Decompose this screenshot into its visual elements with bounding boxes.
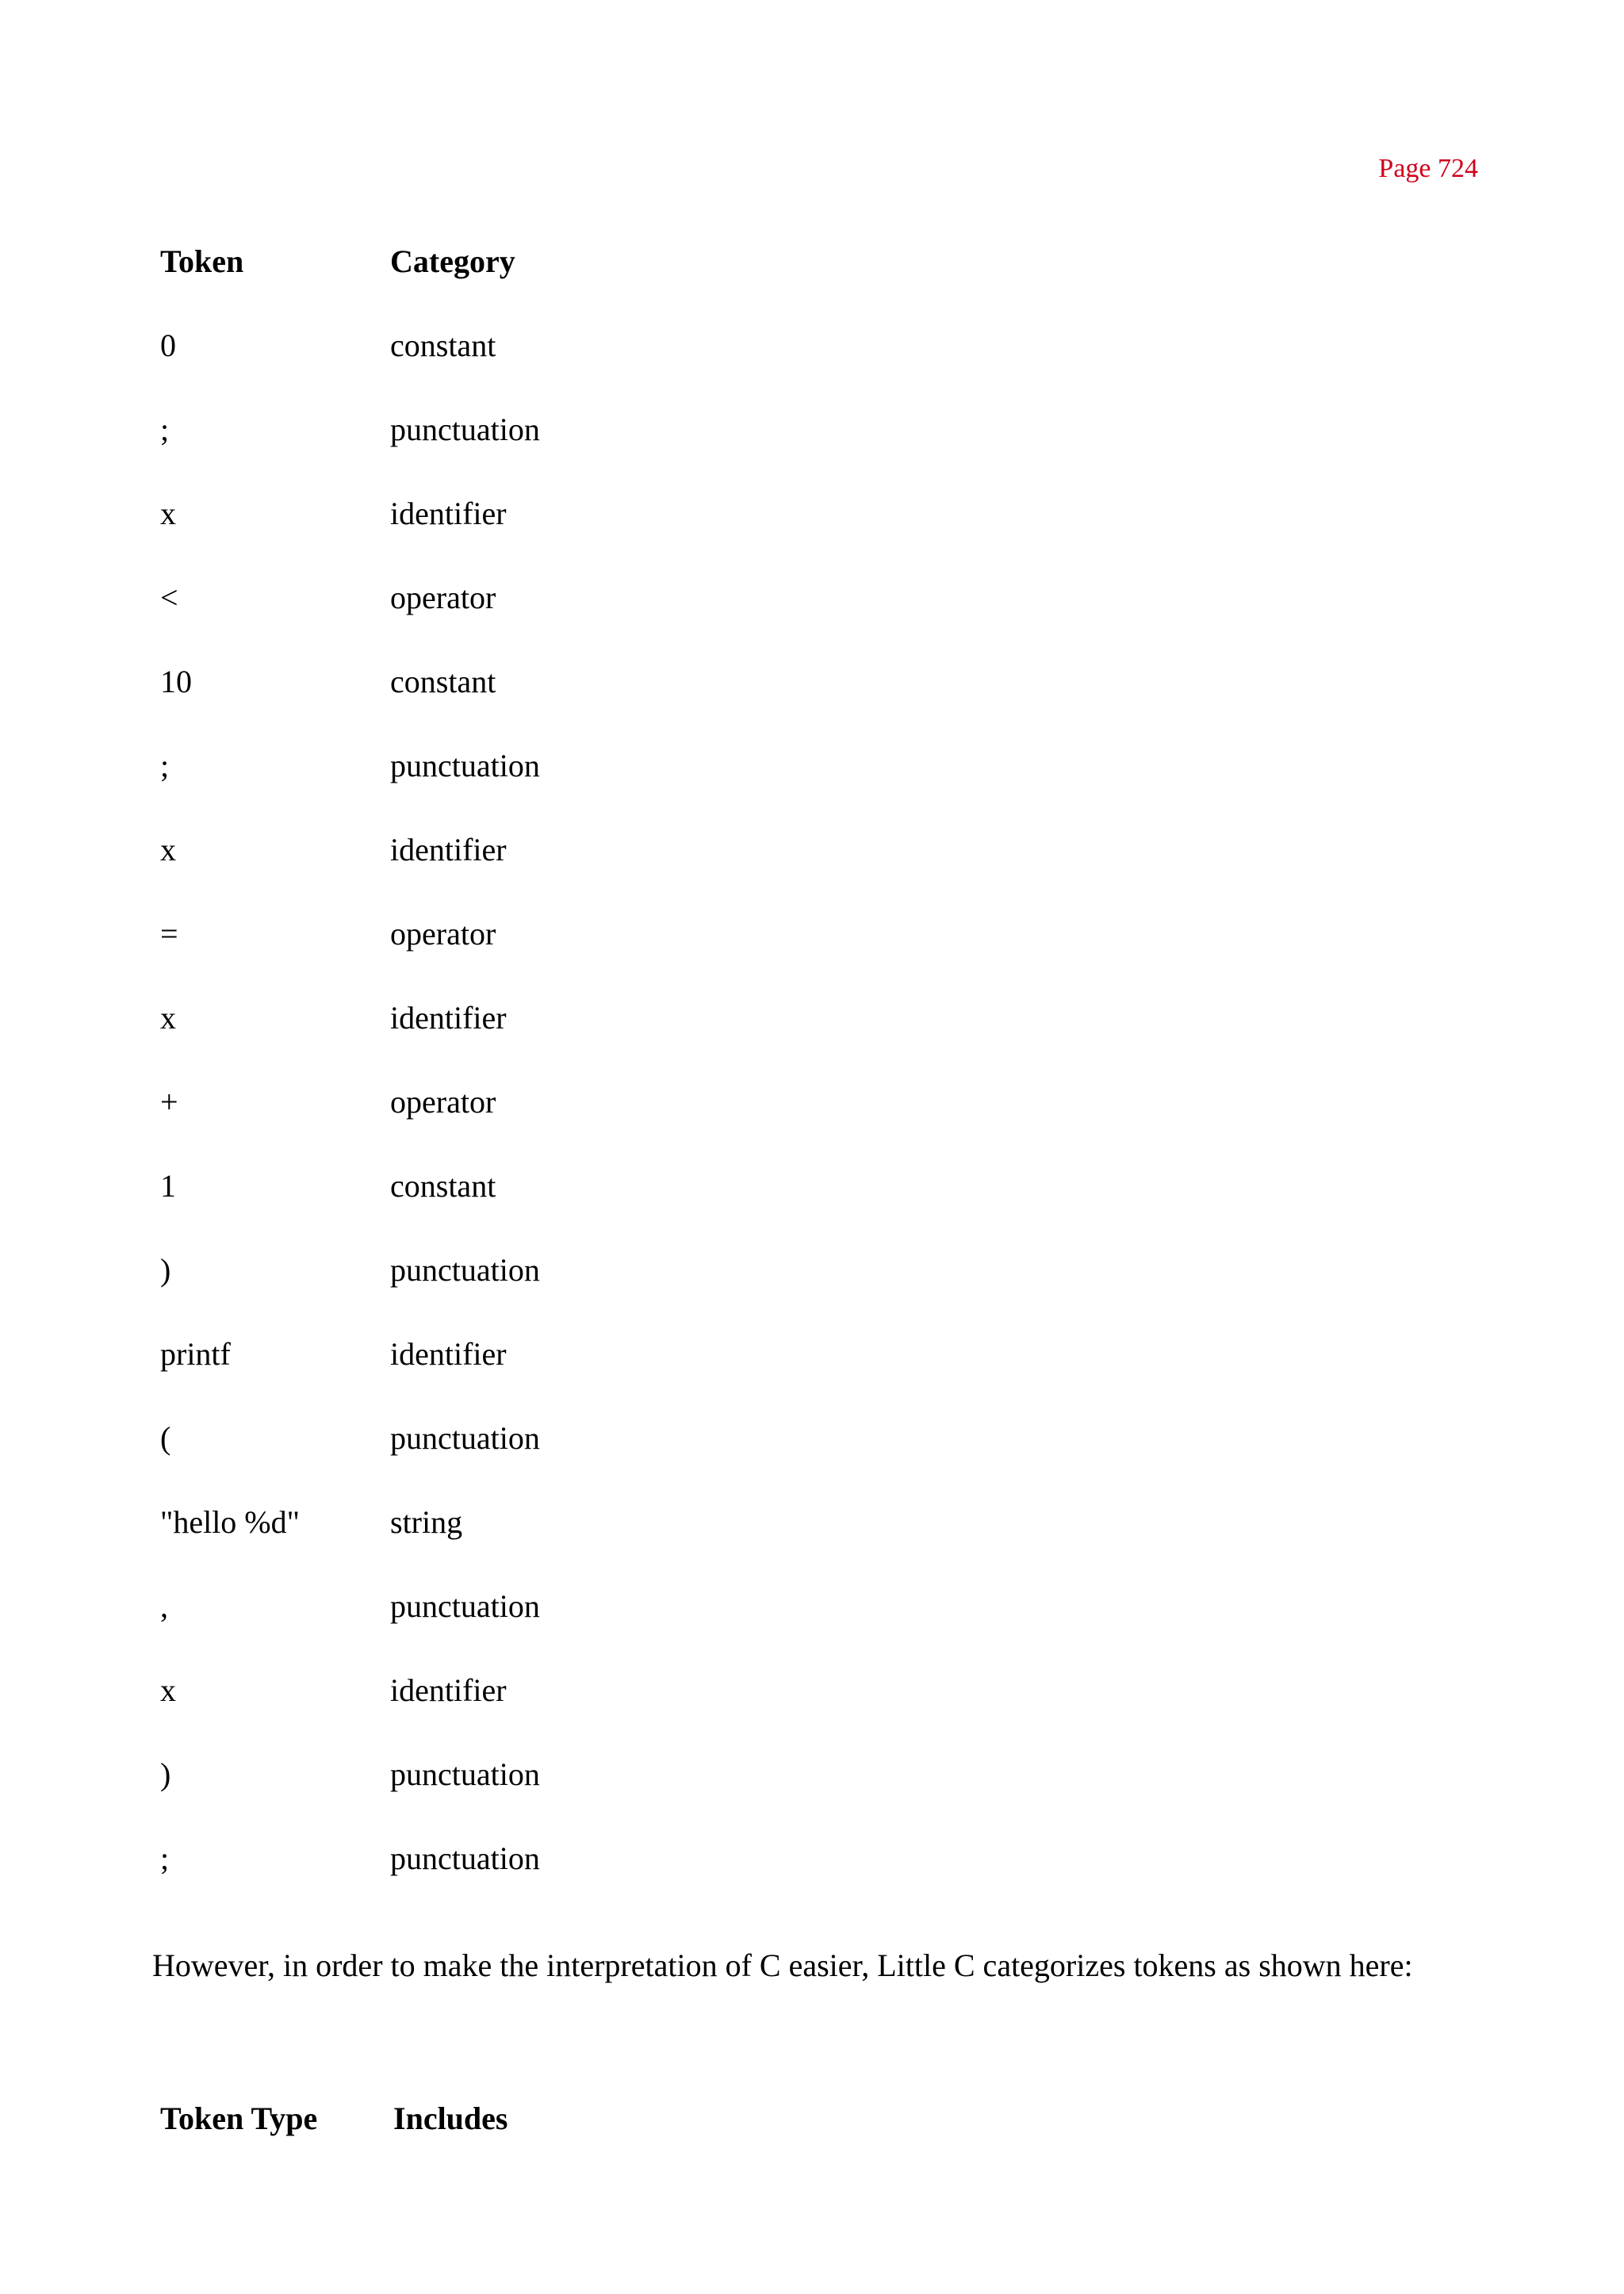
- body-paragraph: However, in order to make the interpretation of C easier, Little C categorizes tokens as shown here:: [152, 1947, 1413, 1983]
- category-cell: punctuation: [390, 1756, 540, 1792]
- header-token-type: Token Type: [160, 2101, 318, 2136]
- token-cell: ;: [160, 748, 170, 783]
- table-row: [160, 1840, 874, 1927]
- token-type-table: [160, 2103, 874, 2135]
- token-cell: =: [160, 916, 178, 952]
- table-row: [160, 834, 874, 918]
- token-cell: (: [160, 1420, 171, 1456]
- category-cell: operator: [390, 580, 496, 615]
- category-cell: operator: [390, 1084, 496, 1120]
- token-cell: 10: [160, 664, 192, 699]
- category-cell: identifier: [390, 832, 507, 867]
- token-cell: ;: [160, 412, 170, 447]
- table-row: [160, 582, 874, 666]
- token-cell: ): [160, 1756, 171, 1792]
- token-cell: ): [160, 1252, 171, 1288]
- table-row: [160, 666, 874, 750]
- table-row: [160, 1756, 874, 1843]
- table-header-row: [160, 243, 874, 330]
- table-row: [160, 414, 874, 498]
- table-row: [160, 750, 874, 834]
- table-body: [160, 327, 874, 1927]
- token-cell: ;: [160, 1840, 170, 1876]
- table-row: [160, 1588, 874, 1675]
- table-row: [160, 1420, 874, 1507]
- table-row: [160, 918, 874, 1002]
- table-row: [160, 1002, 874, 1086]
- category-cell: punctuation: [390, 1588, 540, 1624]
- header-token: Token: [160, 243, 244, 279]
- token-cell: x: [160, 496, 176, 531]
- category-cell: punctuation: [390, 1252, 540, 1288]
- token-cell: +: [160, 1084, 178, 1120]
- category-cell: constant: [390, 664, 496, 699]
- page-number: Page 724: [1378, 154, 1478, 183]
- category-cell: identifier: [390, 1000, 507, 1036]
- category-cell: punctuation: [390, 1840, 540, 1876]
- table-row: [160, 1504, 874, 1591]
- category-cell: punctuation: [390, 748, 540, 783]
- token-cell: x: [160, 832, 176, 867]
- table-row: [160, 1672, 874, 1759]
- category-cell: constant: [390, 327, 496, 363]
- token-category-table: [160, 243, 874, 1927]
- header-includes: Includes: [393, 2101, 508, 2136]
- token-cell: x: [160, 1000, 176, 1036]
- category-cell: punctuation: [390, 412, 540, 447]
- table-row: [160, 327, 874, 414]
- token-cell: printf: [160, 1336, 231, 1372]
- category-cell: string: [390, 1504, 463, 1540]
- table-header-row: [160, 2103, 874, 2135]
- category-cell: identifier: [390, 1672, 507, 1708]
- table-row: [160, 1338, 874, 1423]
- token-cell: <: [160, 580, 178, 615]
- table-row: [160, 1170, 874, 1254]
- category-cell: identifier: [390, 496, 507, 531]
- token-cell: 1: [160, 1168, 176, 1204]
- token-cell: ,: [160, 1588, 168, 1624]
- table-row: [160, 1086, 874, 1170]
- category-cell: operator: [390, 916, 496, 952]
- category-cell: punctuation: [390, 1420, 540, 1456]
- token-cell: 0: [160, 327, 176, 363]
- token-cell: x: [160, 1672, 176, 1708]
- header-category: Category: [390, 243, 515, 279]
- table-row: [160, 498, 874, 582]
- category-cell: constant: [390, 1168, 496, 1204]
- token-cell: "hello %d": [160, 1504, 300, 1540]
- category-cell: identifier: [390, 1336, 507, 1372]
- table-row: [160, 1254, 874, 1338]
